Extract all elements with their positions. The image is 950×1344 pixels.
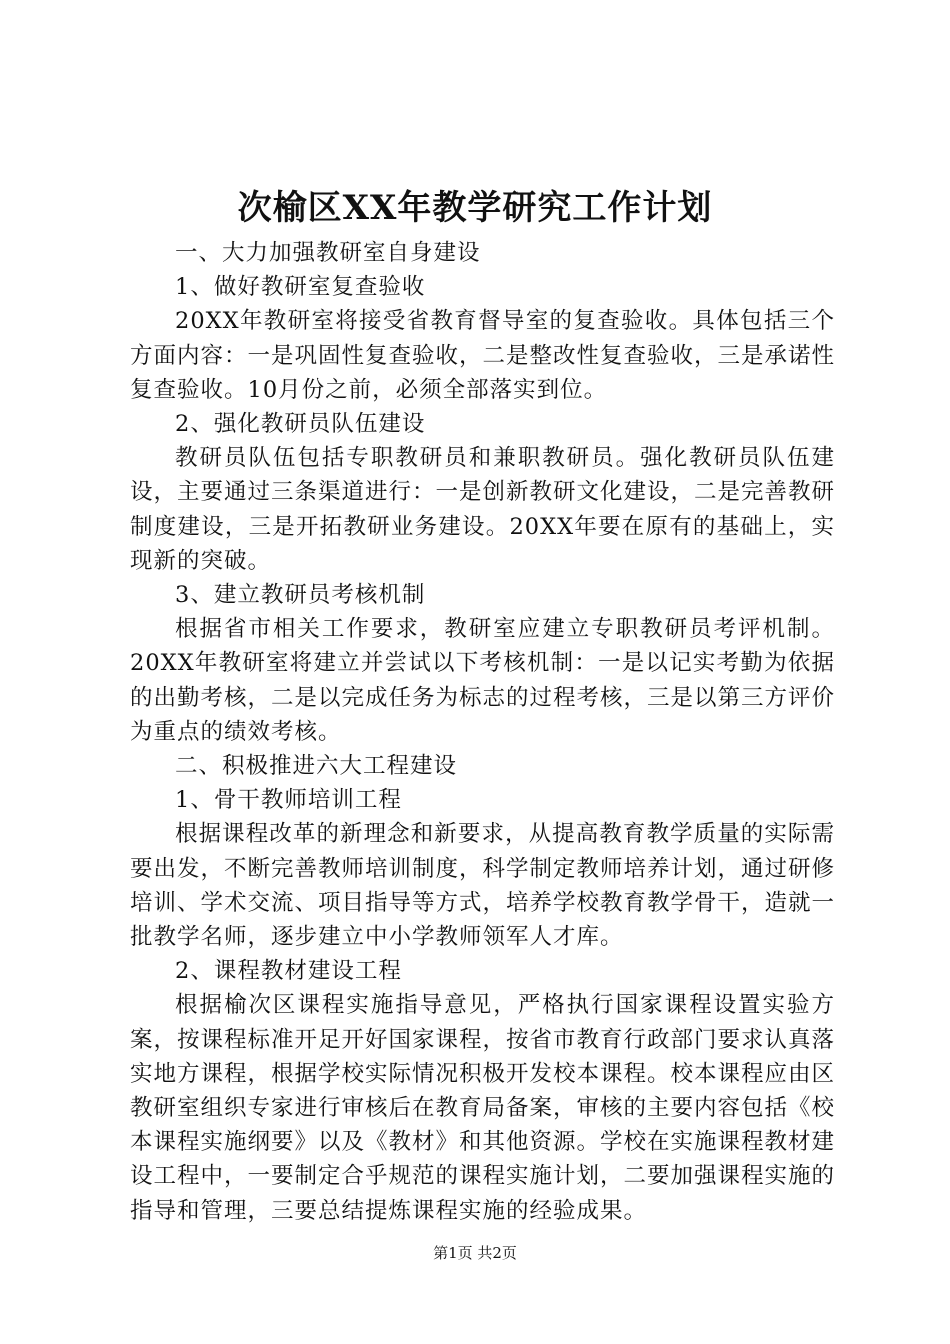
body-paragraph: 教研员队伍包括专职教研员和兼职教研员。强化教研员队伍建设，主要通过三条渠道进行：一是创新教研文化建设，二是完善教研制度建设，三是开拓教研业务建设。20XX年要在原有的基础上，实现新的突破。 [130,445,836,574]
body-paragraph: 根据榆次区课程实施指导意见，严格执行国家课程设置实验方案，按课程标准开足开好国家课程，按省市教育行政部门要求认真落实地方课程，根据学校实际情况积极开发校本课程。校本课程应由区教研室组织专家进行审核后在教育局备案，审核的主要内容包括《校本课程实施纲要》以及《教材》和其他资源。学校在实施课程教材建设工程中，一要制定合乎规范的课程实施计划，二要加强课程实施的指导和管理，三要总结提炼课程实施的经验成果。 [130,992,836,1224]
body-paragraph: 根据课程改革的新理念和新要求，从提高教育教学质量的实际需要出发，不断完善教师培训制度，科学制定教师培养计划，通过研修培训、学术交流、项目指导等方式，培养学校教育教学骨干，造就一批教学名师，逐步建立中小学教师领军人才库。 [130,821,836,951]
body-paragraph: 20XX年教研室将接受省教育督导室的复查验收。具体包括三个方面内容：一是巩固性复查验收，二是整改性复查验收，三是承诺性复查验收。10月份之前，必须全部落实到位。 [130,308,836,403]
page-number-footer: 第1页 共2页 [433,1244,517,1262]
subsection-heading: 3、建立教研员考核机制 [175,582,426,609]
subsection-heading: 1、骨干教师培训工程 [175,787,402,814]
section-heading: 一、大力加强教研室自身建设 [175,240,481,266]
body-paragraph: 根据省市相关工作要求，教研室应建立专职教研员考评机制。20XX年教研室将建立并尝试以下考核机制：一是以记实考勤为依据的出勤考核，二是以完成任务为标志的过程考核，三是以第三方评价为重点的绩效考核。 [130,616,836,745]
subsection-heading: 1、做好教研室复查验收 [175,274,426,301]
section-heading: 二、积极推进六大工程建设 [175,753,458,780]
subsection-heading: 2、强化教研员队伍建设 [175,411,426,438]
document-title: 次榆区XX年教学研究工作计划 [237,188,713,228]
document-body [130,236,835,1228]
subsection-heading: 2、课程教材建设工程 [175,958,402,985]
